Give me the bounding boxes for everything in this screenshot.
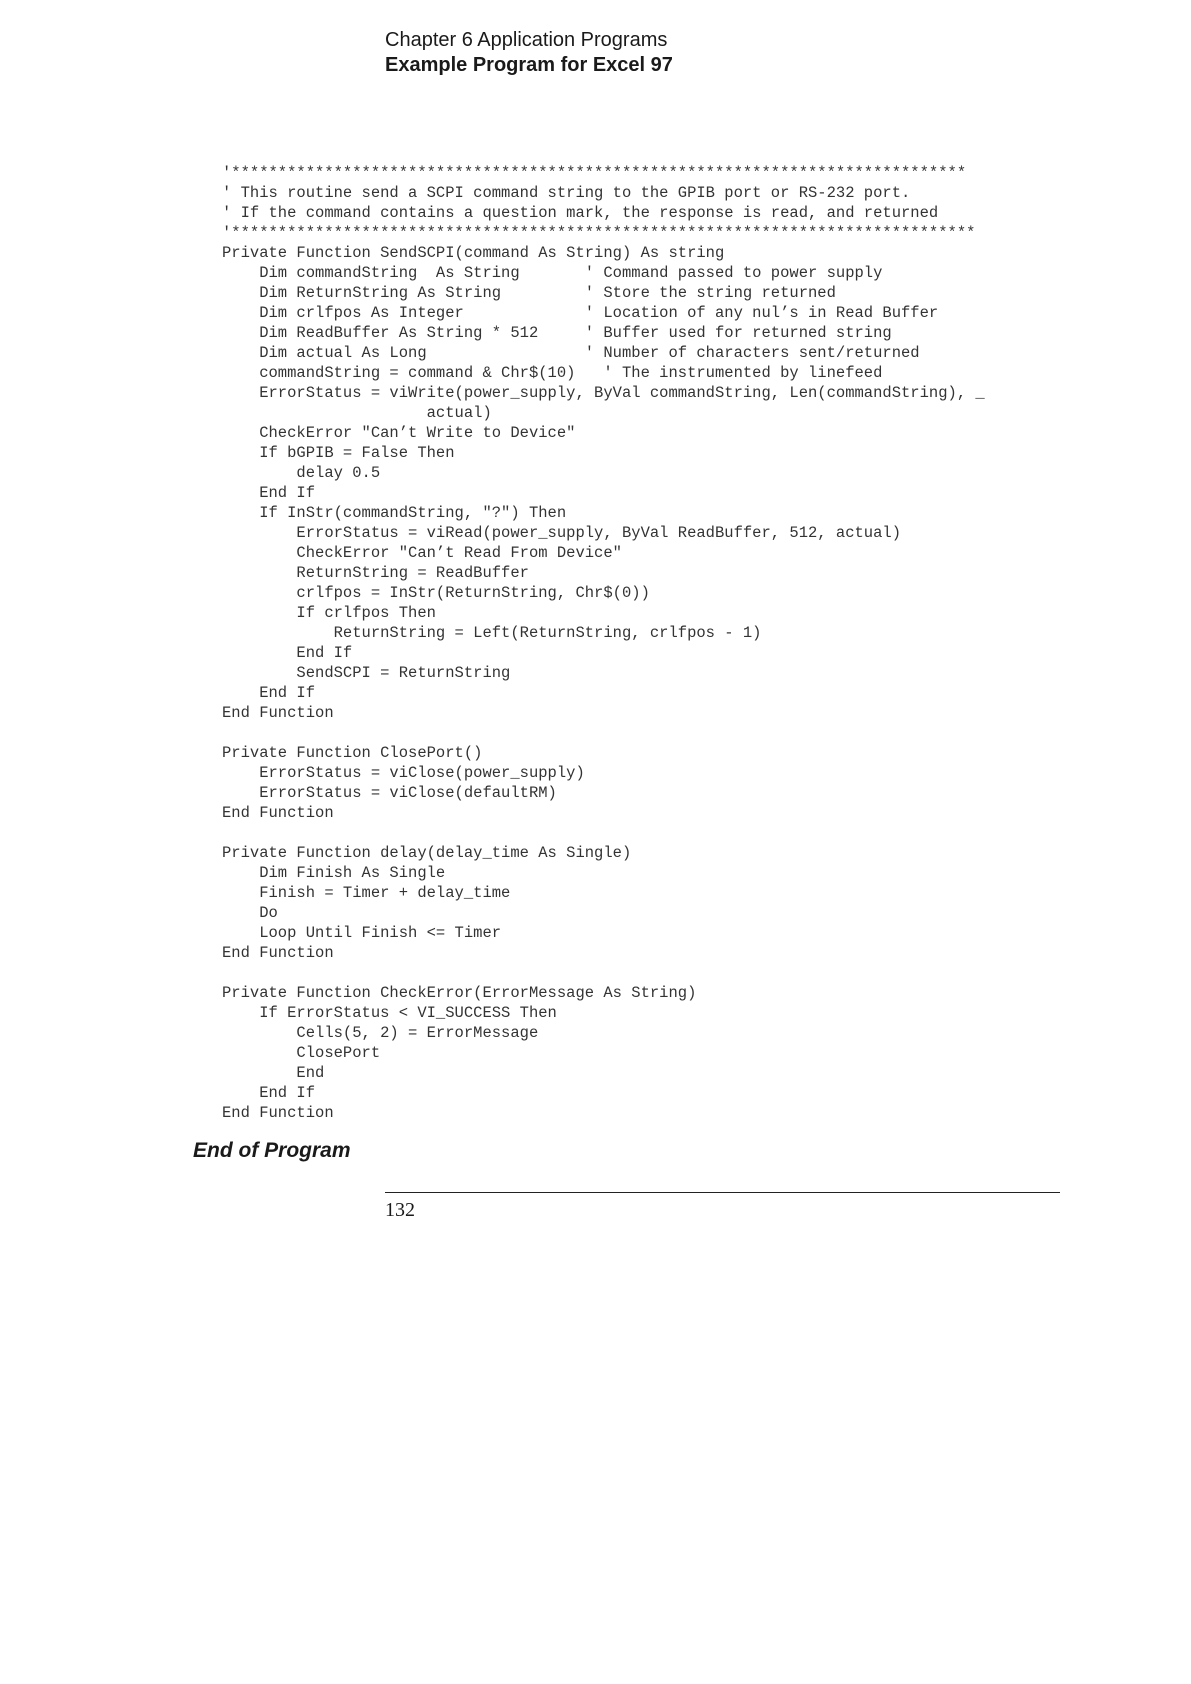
code-line: ErrorStatus = viRead(power_supply, ByVal ReadBuffer, 512, actual) — [222, 524, 902, 542]
code-line: ClosePort — [222, 1044, 381, 1062]
code-line: CheckError "Can’t Read From Device" — [222, 544, 622, 562]
code-line: Loop Until Finish <= Timer — [222, 924, 502, 942]
code-line: If bGPIB = False Then — [222, 444, 455, 462]
chapter-title: Chapter 6 Application Programs — [385, 29, 668, 51]
code-line: End Function — [222, 804, 334, 822]
code-line: If InStr(commandString, "?") Then — [222, 504, 567, 522]
code-line: Dim commandString As String ' Command passed to power supply — [222, 264, 883, 282]
page-header — [385, 28, 673, 78]
code-line: Finish = Timer + delay_time — [222, 884, 511, 902]
code-line: SendSCPI = ReturnString — [222, 664, 511, 682]
code-line: Do — [222, 904, 278, 922]
code-line — [222, 963, 985, 983]
code-line: End If — [222, 644, 353, 662]
code-line: ReturnString = Left(ReturnString, crlfpos - 1) — [222, 624, 762, 642]
code-line: Cells(5, 2) = ErrorMessage — [222, 1024, 539, 1042]
code-line: ErrorStatus = viClose(defaultRM) — [222, 784, 557, 802]
code-line: Dim Finish As Single — [222, 864, 446, 882]
code-line: If ErrorStatus < VI_SUCCESS Then — [222, 1004, 557, 1022]
code-line: crlfpos = InStr(ReturnString, Chr$(0)) — [222, 584, 650, 602]
code-line: End — [222, 1064, 325, 1082]
end-of-program-heading: End of Program — [193, 1139, 351, 1162]
code-listing — [222, 163, 985, 1123]
code-line: Dim ReturnString As String ' Store the string returned — [222, 284, 836, 302]
code-line — [222, 823, 985, 843]
code-line: ReturnString = ReadBuffer — [222, 564, 529, 582]
code-line: '******************************************************************************* — [222, 164, 967, 182]
code-line: commandString = command & Chr$(10) ' The instrumented by linefeed — [222, 364, 883, 382]
page-number: 132 — [385, 1199, 415, 1221]
code-line: Dim crlfpos As Integer ' Location of any nul’s in Read Buffer — [222, 304, 939, 322]
code-line: ' If the command contains a question mark, the response is read, and returned — [222, 204, 939, 222]
code-line: If crlfpos Then — [222, 604, 436, 622]
section-title: Example Program for Excel 97 — [385, 54, 673, 76]
code-line: ErrorStatus = viWrite(power_supply, ByVal commandString, Len(commandString), _ — [222, 384, 985, 402]
code-line: '******************************************************************************** — [222, 224, 976, 242]
code-line: CheckError "Can’t Write to Device" — [222, 424, 576, 442]
code-line: Private Function CheckError(ErrorMessage As String) — [222, 984, 697, 1002]
code-line: Private Function ClosePort() — [222, 744, 483, 762]
code-line: Private Function delay(delay_time As Single) — [222, 844, 632, 862]
footer-divider — [385, 1192, 1060, 1193]
code-line: End If — [222, 484, 316, 502]
code-line: ErrorStatus = viClose(power_supply) — [222, 764, 585, 782]
code-line: End If — [222, 684, 316, 702]
code-line: ' This routine send a SCPI command string to the GPIB port or RS-232 port. — [222, 184, 911, 202]
code-line: delay 0.5 — [222, 464, 381, 482]
code-line: End Function — [222, 704, 334, 722]
code-line — [222, 723, 985, 743]
code-line: Dim ReadBuffer As String * 512 ' Buffer used for returned string — [222, 324, 892, 342]
code-line: actual) — [222, 404, 492, 422]
code-line: Dim actual As Long ' Number of characters sent/returned — [222, 344, 920, 362]
code-line: End Function — [222, 944, 334, 962]
code-line: End If — [222, 1084, 316, 1102]
code-line: End Function — [222, 1104, 334, 1122]
code-line: Private Function SendSCPI(command As String) As string — [222, 244, 725, 262]
